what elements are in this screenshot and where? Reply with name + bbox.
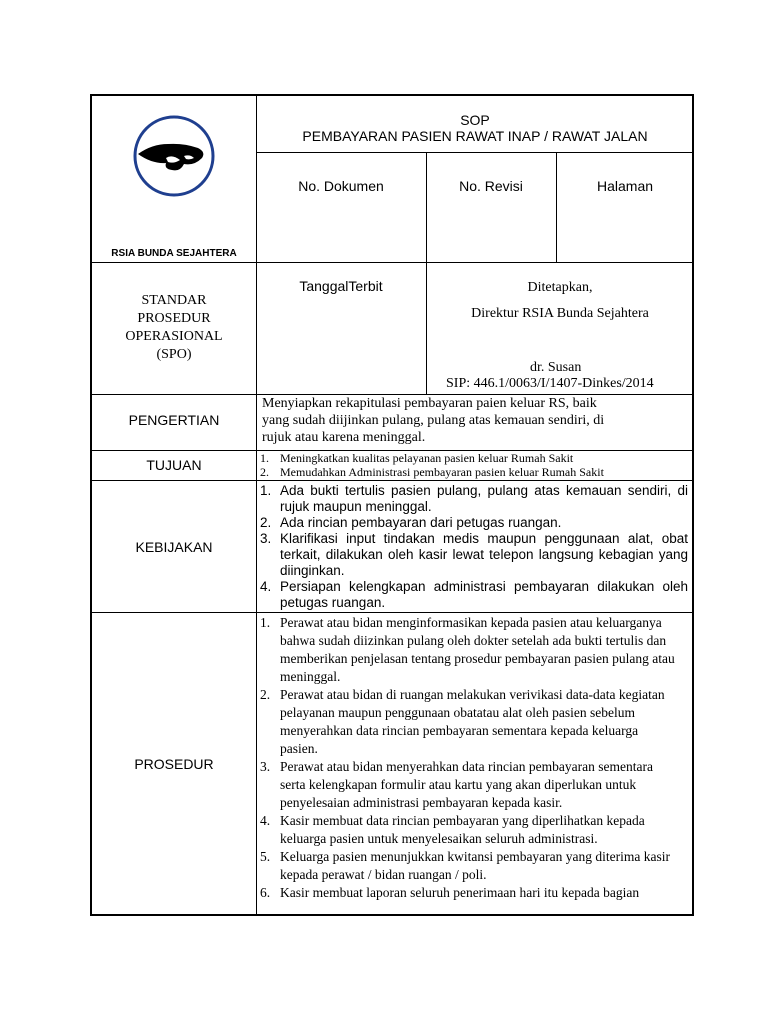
prosedur-list bbox=[258, 614, 678, 902]
kebijakan-item bbox=[258, 515, 688, 531]
prosedur-item bbox=[258, 758, 678, 812]
spo-label bbox=[92, 292, 256, 364]
tujuan-label: TUJUAN bbox=[146, 457, 202, 473]
item-text: Kasir membuat laporan seluruh penerimaan hari itu kepada bagian bbox=[280, 885, 640, 900]
spo-line: OPERASIONAL bbox=[125, 329, 223, 344]
item-text: Ada rincian pembayaran dari petugas ruangan. bbox=[280, 515, 562, 530]
tujuan-item bbox=[258, 465, 692, 479]
kebijakan-list bbox=[258, 483, 688, 611]
direktur-label: Direktur RSIA Bunda Sejahtera bbox=[471, 306, 649, 321]
item-text: Perawat atau bidan menyerahkan data rincian pembayaran sementara serta kelengkapan formulir atau kartu yang akan diperlukan untuk penyelesaian administrasi pembayaran kepada kasir. bbox=[280, 759, 653, 810]
kebijakan-label: KEBIJAKAN bbox=[135, 539, 213, 555]
item-text: Perawat atau bidan menginformasikan kepada pasien atau keluarganya bahwa sudah diizinkan pulang oleh dokter setelah ada bukti tertulis dan memberikan penjelasan tentang prosedur pembayaran pasien pulang atau meninggal. bbox=[280, 615, 675, 684]
tujuan-list bbox=[258, 451, 692, 479]
signer-name: dr. Susan bbox=[530, 360, 582, 375]
prosedur-item bbox=[258, 812, 678, 848]
kebijakan-item bbox=[258, 579, 688, 611]
hospital-logo bbox=[132, 114, 216, 198]
hospital-name: RSIA BUNDA SEJAHTERA bbox=[111, 248, 237, 259]
kebijakan-item bbox=[258, 483, 688, 515]
hospital-logo-icon bbox=[132, 114, 216, 198]
item-number: 1. bbox=[260, 483, 272, 498]
item-text: Kasir membuat data rincian pembayaran yang diperlihatkan kepada keluarga pasien untuk menyelesaikan seluruh administrasi. bbox=[280, 813, 645, 846]
prosedur-item bbox=[258, 884, 678, 902]
item-number: 1. bbox=[260, 451, 269, 465]
item-text: Memudahkan Administrasi pembayaran pasien keluar Rumah Sakit bbox=[280, 465, 604, 479]
prosedur-item bbox=[258, 848, 678, 884]
item-text: Perawat atau bidan di ruangan melakukan verivikasi data-data kegiatan pelayanan maupun penggunaan obatatau alat oleh pasien sebelum menyerahkan data rincian pembayaran sementara kepada keluarga pasien. bbox=[280, 687, 665, 756]
pengertian-line: rujuk atau karena meninggal. bbox=[262, 430, 426, 445]
halaman-label: Halaman bbox=[596, 178, 654, 194]
pengertian-line: yang sudah diijinkan pulang, pulang atas kemauan sendiri, di bbox=[262, 413, 605, 428]
item-text: Persiapan kelengkapan administrasi pembayaran dilakukan oleh petugas ruangan. bbox=[280, 579, 688, 610]
spo-line: PROSEDUR bbox=[137, 311, 211, 326]
item-number: 2. bbox=[260, 687, 271, 702]
item-number: 2. bbox=[260, 515, 272, 530]
pengertian-text bbox=[262, 395, 692, 446]
pengertian-line: Menyiapkan rekapitulasi pembayaran paien keluar RS, baik bbox=[262, 396, 597, 411]
item-number: 5. bbox=[260, 849, 271, 864]
tujuan-item bbox=[258, 451, 692, 465]
kebijakan-item bbox=[258, 531, 688, 579]
item-text: Ada bukti tertulis pasien pulang, pulang atas kemauan sendiri, di rujuk maupun meninggal. bbox=[280, 483, 688, 514]
ditetapkan-label: Ditetapkan, bbox=[527, 280, 593, 295]
spo-line: STANDAR bbox=[141, 293, 207, 308]
item-text: Klarifikasi input tindakan medis maupun penggunaan alat, obat terkait, dilakukan oleh kasir lewat telepon langsung kebagian yang diinginkan. bbox=[280, 531, 688, 578]
item-number: 4. bbox=[260, 579, 272, 594]
prosedur-item bbox=[258, 614, 678, 686]
item-number: 2. bbox=[260, 465, 269, 479]
item-number: 4. bbox=[260, 813, 271, 828]
item-number: 3. bbox=[260, 531, 272, 546]
sop-document bbox=[90, 94, 694, 916]
tanggal-terbit-label: TanggalTerbit bbox=[299, 278, 383, 294]
item-number: 3. bbox=[260, 759, 271, 774]
item-number: 1. bbox=[260, 615, 271, 630]
sip-number: SIP: 446.1/0063/I/1407-Dinkes/2014 bbox=[446, 376, 654, 391]
document-title: PEMBAYARAN PASIEN RAWAT INAP / RAWAT JALAN bbox=[302, 128, 648, 144]
spo-line: (SPO) bbox=[156, 347, 192, 362]
item-text: Keluarga pasien menunjukkan kwitansi pembayaran yang diterima kasir kepada perawat / bidan ruangan / poli. bbox=[280, 849, 671, 882]
no-dokumen-label: No. Dokumen bbox=[298, 178, 384, 194]
item-number: 6. bbox=[260, 885, 271, 900]
pengertian-label: PENGERTIAN bbox=[128, 412, 220, 428]
prosedur-label: PROSEDUR bbox=[134, 756, 214, 772]
sop-heading: SOP bbox=[460, 112, 490, 128]
no-revisi-label: No. Revisi bbox=[459, 178, 523, 194]
item-text: Meningkatkan kualitas pelayanan pasien keluar Rumah Sakit bbox=[280, 451, 574, 465]
prosedur-item bbox=[258, 686, 678, 758]
